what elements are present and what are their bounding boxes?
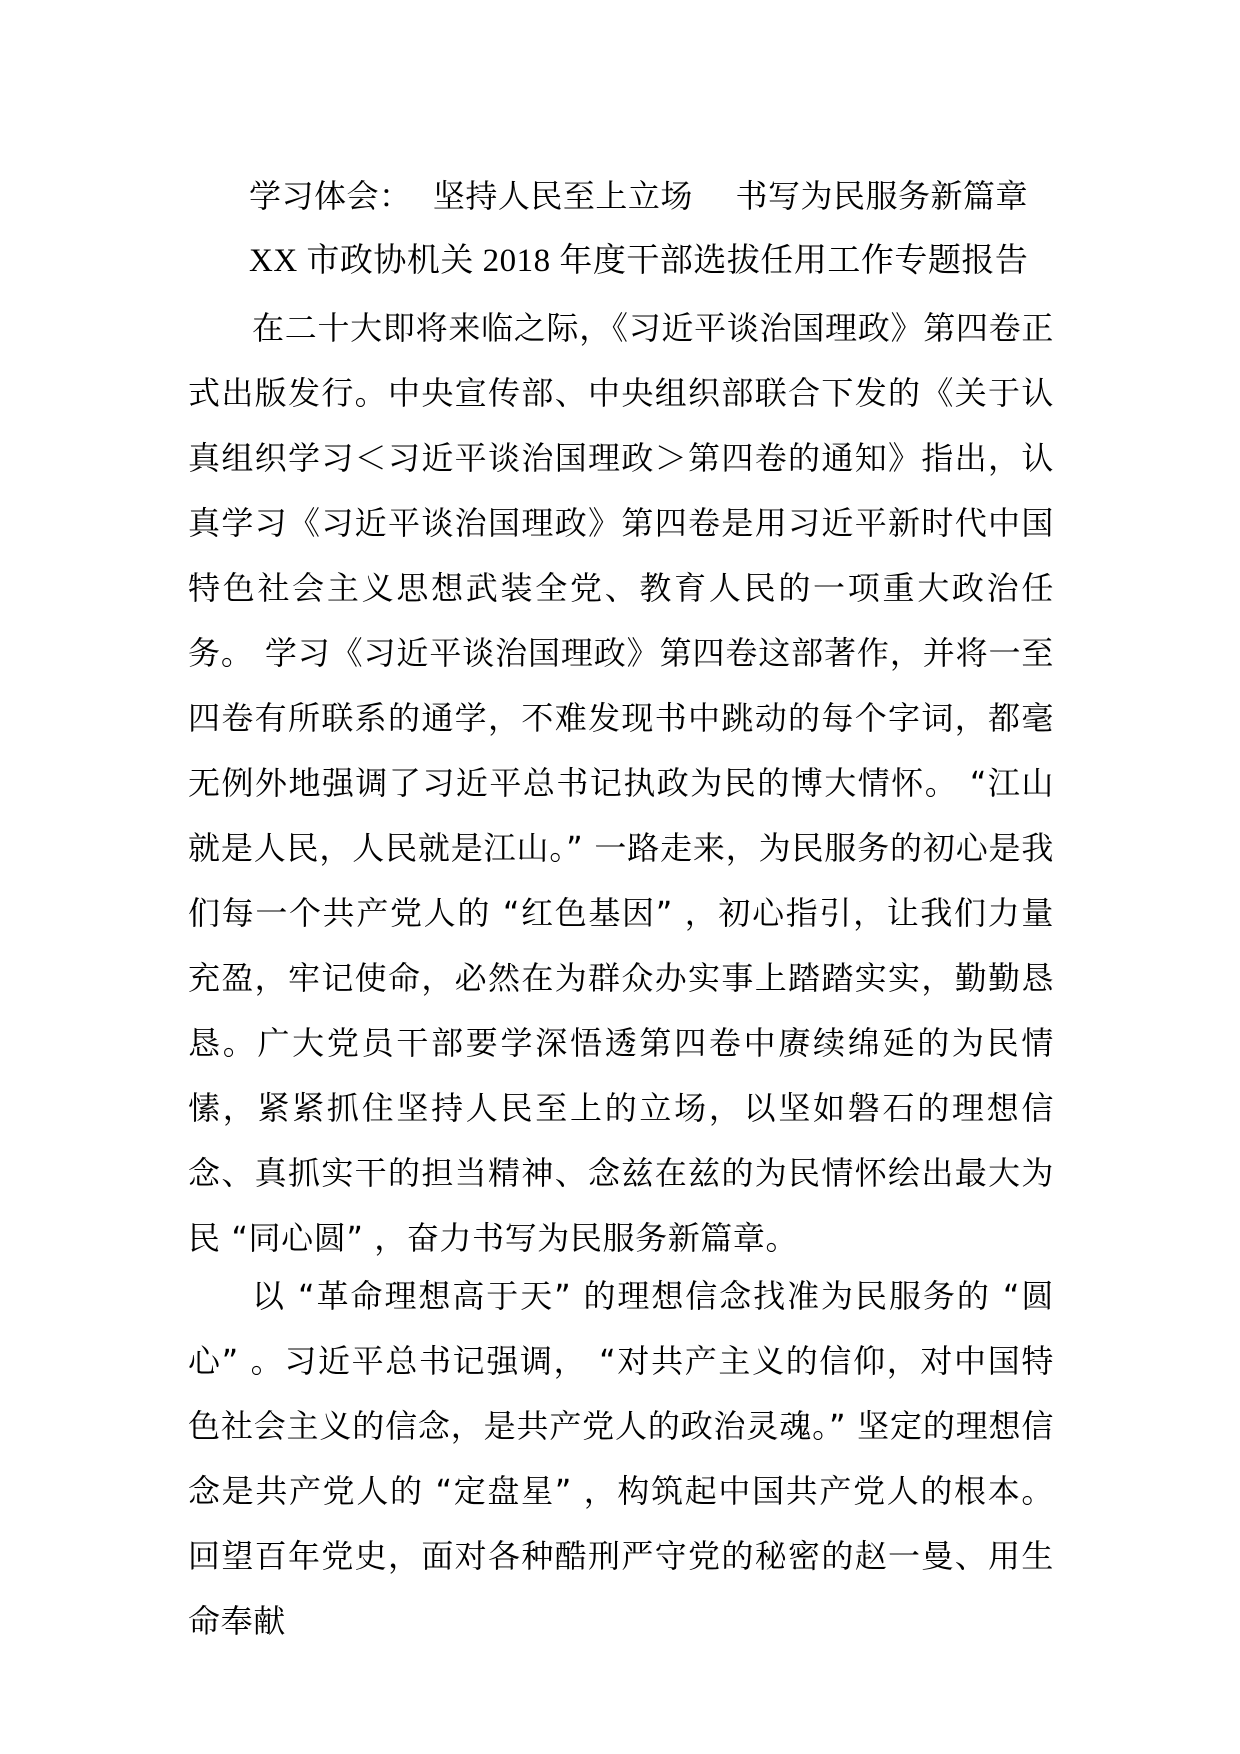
document-subtitle: XX 市政协机关 2018 年度干部选拔任用工作专题报告	[249, 243, 1029, 279]
body-paragraph-1: 在二十大即将来临之际，《习近平谈治国理政》第四卷正式出版发行。中央宣传部、中央组织部联合下发的《关于认真组织学习＜习近平谈治国理政＞第四卷的通知》指出，认真学习《习近平谈治国理政》第四卷是用习近平新时代中国特色社会主义思想武装全党、教育人民的一项重大政治任务。 学习《习近平谈治国理政》第四卷这部著作，并将一至四卷有所联系的通学，不难发现书中跳动的每个字词，都毫无例外地强调了习近平总书记执政为民的博大情怀。 “江山就是人民，人民就是江山。” 一路走来，为民服务的初心是我们每一个共产党人的 “红色基因” ，初心指引，让我们力量充盈，牢记使命，必然在为群众办实事上踏踏实实，勤勤恳恳。广大党员干部要学深悟透第四卷中赓续绵延的为民情愫，紧紧抓住坚持人民至上的立场，以坚如磐石的理想信念、真抓实干的担当精神、念兹在兹的为民情怀绘出最大为民 “同心圆” ，奋力书写为民服务新篇章。	[188, 309, 1054, 1257]
body-paragraph-2: 以 “革命理想高于天” 的理想信念找准为民服务的 “圆心” 。习近平总书记强调， “对共产主义的信仰，对中国特色社会主义的信念，是共产党人的政治灵魂。” 坚定的理想信念是共产党人的 “定盘星” ，构筑起中国共产党人的根本。回望百年党史，面对各种酷刑严守党的秘密的赵一曼、用生命奉献	[188, 1277, 1054, 1640]
document-title: 学习体会： 坚持人民至上立场 书写为民服务新篇章	[249, 177, 1029, 215]
